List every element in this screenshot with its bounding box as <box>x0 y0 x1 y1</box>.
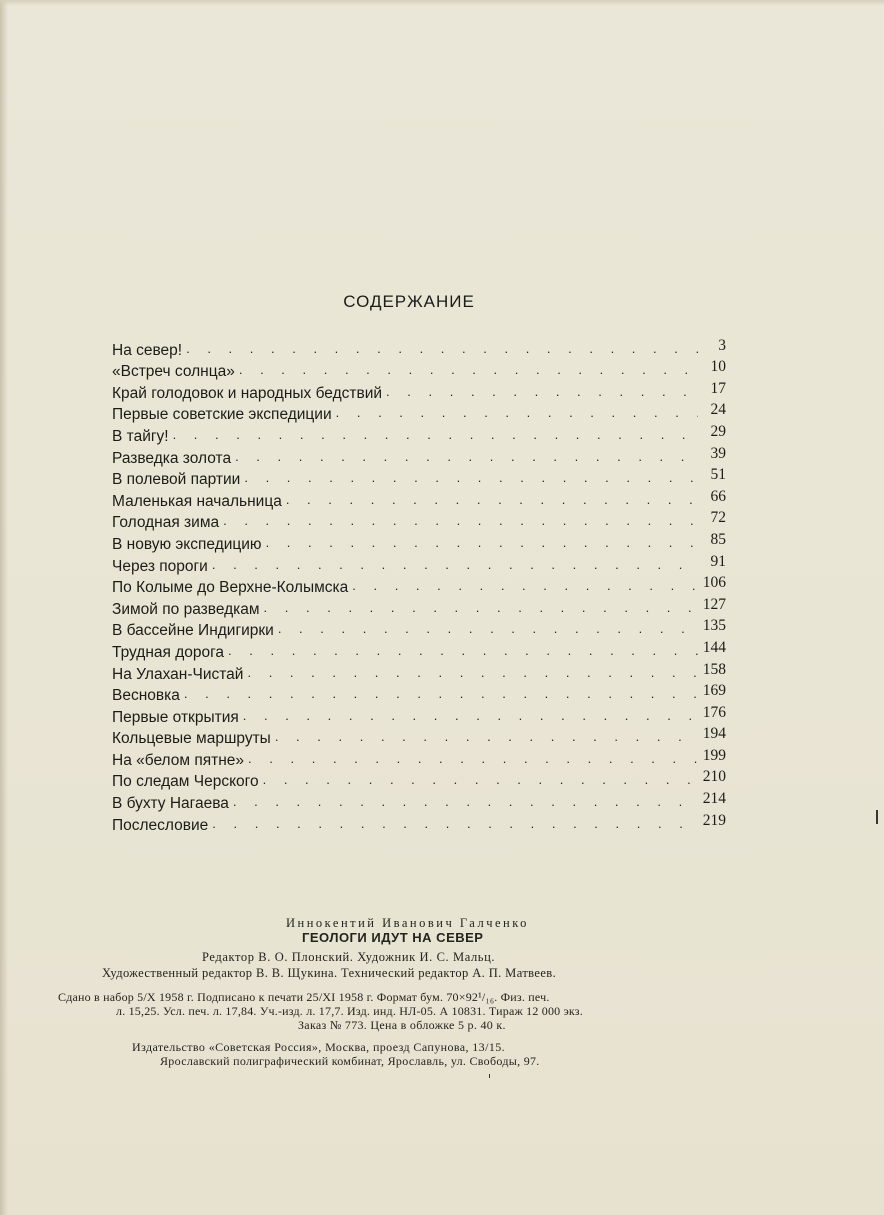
toc-entry-title: Край голодовок и народных бедствий <box>112 384 383 402</box>
toc-entry-title: На Улахан-Чистай <box>112 665 244 683</box>
toc-entry <box>112 726 726 748</box>
toc-entry-page-number: 24 <box>710 401 726 419</box>
toc-entry <box>112 380 726 402</box>
toc-entry <box>112 423 726 445</box>
toc-dot-leader <box>386 384 698 400</box>
toc-dot-leader <box>186 341 698 357</box>
contents-heading: СОДЕРЖАНИЕ <box>343 292 475 311</box>
toc-entry-title: Трудная дорога <box>112 643 225 661</box>
toc-entry-page-number: 127 <box>702 595 726 613</box>
colophon-publisher-line: Издательство «Советская Россия», Москва, проезд Сапунова, 13/15. <box>132 1040 506 1054</box>
toc-entry-page-number: 72 <box>710 509 726 527</box>
page-edge-shadow-left <box>0 0 8 1215</box>
toc-entry <box>112 639 726 661</box>
colophon-print-line-2: л. 15,25. Усл. печ. л. 17,84. Уч.-изд. л. 17,7. Изд. инд. НЛ-05. А 10831. Тираж 12 000 экз. <box>116 1004 583 1018</box>
toc-entry <box>112 445 726 467</box>
toc-entry <box>112 812 726 834</box>
toc-dot-leader <box>278 621 698 637</box>
toc-entry <box>112 769 726 791</box>
toc-entry-title: На север! <box>112 341 183 359</box>
toc-entry-page-number: 91 <box>710 552 726 570</box>
toc-entry-title: Маленькая начальница <box>112 492 282 510</box>
toc-entry-title: В тайгу! <box>112 427 169 445</box>
toc-entry <box>112 402 726 424</box>
toc-entry <box>112 488 726 510</box>
toc-entry <box>112 531 726 553</box>
toc-entry-page-number: 66 <box>710 487 726 505</box>
toc-entry-page-number: 10 <box>710 358 726 376</box>
toc-entry-page-number: 51 <box>710 466 726 484</box>
toc-entry-title: Первые открытия <box>112 708 239 726</box>
toc-dot-leader <box>286 492 698 508</box>
toc-entry-page-number: 199 <box>702 746 726 764</box>
toc-dot-leader <box>184 686 698 702</box>
toc-entry-title: Послесловие <box>112 816 209 834</box>
toc-entry-title: Разведка золота <box>112 449 232 467</box>
toc-entry-title: Через пороги <box>112 557 208 575</box>
toc-entry-page-number: 85 <box>710 530 726 548</box>
toc-entry-title: В бассейне Индигирки <box>112 622 274 640</box>
toc-entry <box>112 790 726 812</box>
toc-entry-title: Кольцевые маршруты <box>112 730 271 748</box>
toc-entry <box>112 596 726 618</box>
toc-entry <box>112 337 726 359</box>
toc-entry-page-number: 29 <box>710 422 726 440</box>
toc-dot-leader <box>235 449 698 465</box>
toc-entry-page-number: 194 <box>702 725 726 743</box>
colophon-author: Иннокентий Иванович Галченко <box>286 916 529 930</box>
toc-dot-leader <box>228 643 698 659</box>
page-edge-shadow-top <box>0 0 884 6</box>
toc-entry-page-number: 169 <box>702 682 726 700</box>
toc-entry-page-number: 135 <box>702 617 726 635</box>
toc-entry-page-number: 158 <box>702 660 726 678</box>
toc-entry-title: В полевой партии <box>112 471 241 489</box>
toc-entry <box>112 575 726 597</box>
toc-entry-page-number: 176 <box>702 703 726 721</box>
toc-entry <box>112 467 726 489</box>
toc-entry-title: В новую экспедицию <box>112 535 262 553</box>
colophon-editors-line: Редактор В. О. Плонский. Художник И. С. Мальц. <box>202 950 496 964</box>
colophon-order-line: Заказ № 773. Цена в обложке 5 р. 40 к. <box>298 1018 506 1032</box>
toc-entry-title: В бухту Нагаева <box>112 795 229 813</box>
toc-dot-leader <box>233 794 698 810</box>
toc-dot-leader <box>264 600 698 616</box>
toc-entry <box>112 704 726 726</box>
print-mark <box>489 1074 490 1078</box>
toc-dot-leader <box>336 405 698 421</box>
toc-dot-leader <box>239 362 698 378</box>
toc-entry <box>112 747 726 769</box>
toc-dot-leader <box>223 513 698 529</box>
colophon-book-title: ГЕОЛОГИ ИДУТ НА СЕВЕР <box>302 930 484 945</box>
toc-entry <box>112 683 726 705</box>
toc-entry-page-number: 3 <box>718 336 726 354</box>
toc-dot-leader <box>266 535 698 551</box>
toc-entry-title: Зимой по разведкам <box>112 600 260 618</box>
toc-dot-leader <box>247 665 698 681</box>
toc-entry-title: По Колыме до Верхне-Колымска <box>112 579 349 597</box>
toc-entry-page-number: 144 <box>702 638 726 656</box>
toc-entry-page-number: 17 <box>710 379 726 397</box>
table-of-contents <box>112 337 726 834</box>
toc-entry-title: Весновка <box>112 687 180 705</box>
toc-entry <box>112 553 726 575</box>
colophon-print-line-1: Сдано в набор 5/X 1958 г. Подписано к печати 25/XI 1958 г. Формат бум. 70×92¹/₁₆. Физ. печ. <box>58 990 550 1004</box>
toc-entry-title: По следам Черского <box>112 773 259 791</box>
toc-dot-leader <box>248 751 698 767</box>
toc-entry-title: «Встреч солнца» <box>112 363 235 381</box>
print-mark <box>876 810 878 824</box>
toc-entry-title: Первые советские экспедиции <box>112 406 332 424</box>
toc-entry-page-number: 219 <box>702 811 726 829</box>
toc-dot-leader <box>243 708 698 724</box>
toc-entry-page-number: 214 <box>702 790 726 808</box>
toc-entry <box>112 618 726 640</box>
toc-entry-page-number: 106 <box>702 574 726 592</box>
toc-entry <box>112 359 726 381</box>
toc-dot-leader <box>263 772 698 788</box>
colophon-printer-line: Ярославский полиграфический комбинат, Ярославль, ул. Свободы, 97. <box>160 1054 540 1068</box>
toc-entry <box>112 661 726 683</box>
toc-entry <box>112 510 726 532</box>
toc-entry-title: На «белом пятне» <box>112 751 245 769</box>
toc-entry-page-number: 210 <box>702 768 726 786</box>
toc-dot-leader <box>244 470 698 486</box>
toc-dot-leader <box>352 578 698 594</box>
toc-dot-leader <box>275 729 698 745</box>
toc-entry-title: Голодная зима <box>112 514 220 532</box>
colophon-art-tech-line: Художественный редактор В. В. Щукина. Технический редактор А. П. Матвеев. <box>102 966 557 980</box>
toc-dot-leader <box>212 557 698 573</box>
toc-dot-leader <box>173 427 698 443</box>
toc-entry-page-number: 39 <box>710 444 726 462</box>
toc-dot-leader <box>212 816 698 832</box>
